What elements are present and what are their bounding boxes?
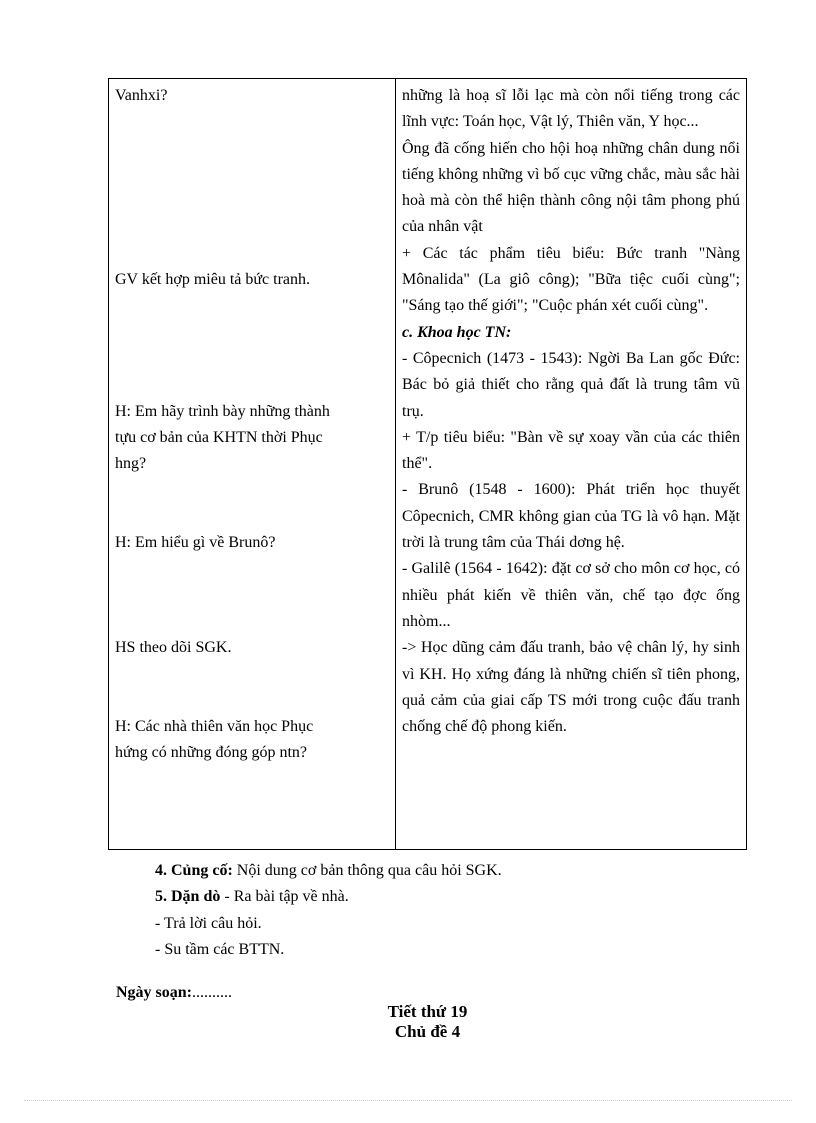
left-line: H: Các nhà thiên văn học Phục <box>115 718 314 736</box>
lesson-table <box>108 78 747 850</box>
content-paragraph: + T/p tiêu biểu: "Bàn về sự xoay vần của các thiên thể". <box>402 428 740 473</box>
left-line: hng? <box>115 455 147 473</box>
left-line: H: Em hãy trình bày những thành <box>115 402 330 420</box>
page-edge-divider <box>24 1100 792 1101</box>
content-paragraph: những là hoạ sĩ lỗi lạc mà còn nổi tiếng trong các lĩnh vực: Toán học, Vật lý, Thiên văn, Y học... <box>402 87 740 131</box>
lesson-title: Tiết thứ 19 <box>387 1002 468 1021</box>
content-paragraph: - Côpecnich (1473 - 1543): Ngời Ba Lan gốc Đức: Bác bỏ giả thiết cho rằng quả đất là trung tâm vũ trụ. <box>402 349 740 420</box>
content-paragraph: -> Học dũng cảm đấu tranh, bảo vệ chân lý, hy sinh vì KH. Họ xứng đáng là những chiến sĩ tiên phong, quả cảm của giai cấp TS mới trong cuộc đấu tranh chống chế độ phong kiến. <box>402 639 740 736</box>
prep-date <box>116 984 232 1002</box>
table-row <box>109 79 747 850</box>
consolidation-line <box>155 858 502 884</box>
content-paragraph: - Galilê (1564 - 1642): đặt cơ sở cho môn cơ học, có nhiều phát kiến về thiên văn, chế tạo đợc ống nhòm... <box>402 560 740 630</box>
homework-label: 5. Dặn dò <box>155 888 221 906</box>
left-line: Vanhxi? <box>115 87 168 104</box>
left-line: tựu cơ bản của KHTN thời Phục <box>115 428 323 446</box>
homework-item: - Trả lời câu hỏi. <box>155 914 262 932</box>
homework-text: - Ra bài tập về nhà. <box>220 888 349 906</box>
next-lesson-heading <box>0 1002 816 1042</box>
date-value: .......... <box>192 984 233 1001</box>
left-line: H: Em hiểu gì về Brunô? <box>115 534 276 552</box>
consolidation-text: Nội dung cơ bản thông qua câu hỏi SGK. <box>232 862 502 879</box>
consolidation-label: 4. Củng cố: <box>155 862 233 879</box>
content-paragraph: + Các tác phẩm tiêu biểu: Bức tranh "Nàng Mônalida" (La giô công); "Bữa tiệc cuối cùng"; "Sáng tạo thế giới"; "Cuộc phán xét cuối cùng". <box>402 244 740 315</box>
topic-title: Chủ đề 4 <box>394 1022 461 1041</box>
date-label: Ngày soạn: <box>116 984 193 1001</box>
teacher-activity-column <box>109 79 396 850</box>
content-paragraph: - Brunô (1548 - 1600): Phát triển học thuyết Côpecnich, CMR không gian của TG là vô hạn. Mặt trời là trung tâm của Thái dơng hệ. <box>402 481 740 552</box>
left-line: GV kết hợp miêu tả bức tranh. <box>115 271 311 289</box>
homework-item: - Su tầm các BTTN. <box>155 940 285 958</box>
section-heading: c. Khoa học TN: <box>402 323 512 341</box>
lesson-closing <box>155 858 502 963</box>
left-line: HS theo dõi SGK. <box>115 639 232 657</box>
content-column <box>396 79 747 850</box>
left-line: hứng có những đóng góp ntn? <box>115 744 307 762</box>
content-paragraph: Ông đã cống hiến cho hội hoạ những chân dung nổi tiếng không những vì bố cục vững chắc, màu sắc hài hoà mà còn thể hiện thành công nội tâm phong phú của nhân vật <box>402 139 740 236</box>
homework-line <box>155 884 502 910</box>
